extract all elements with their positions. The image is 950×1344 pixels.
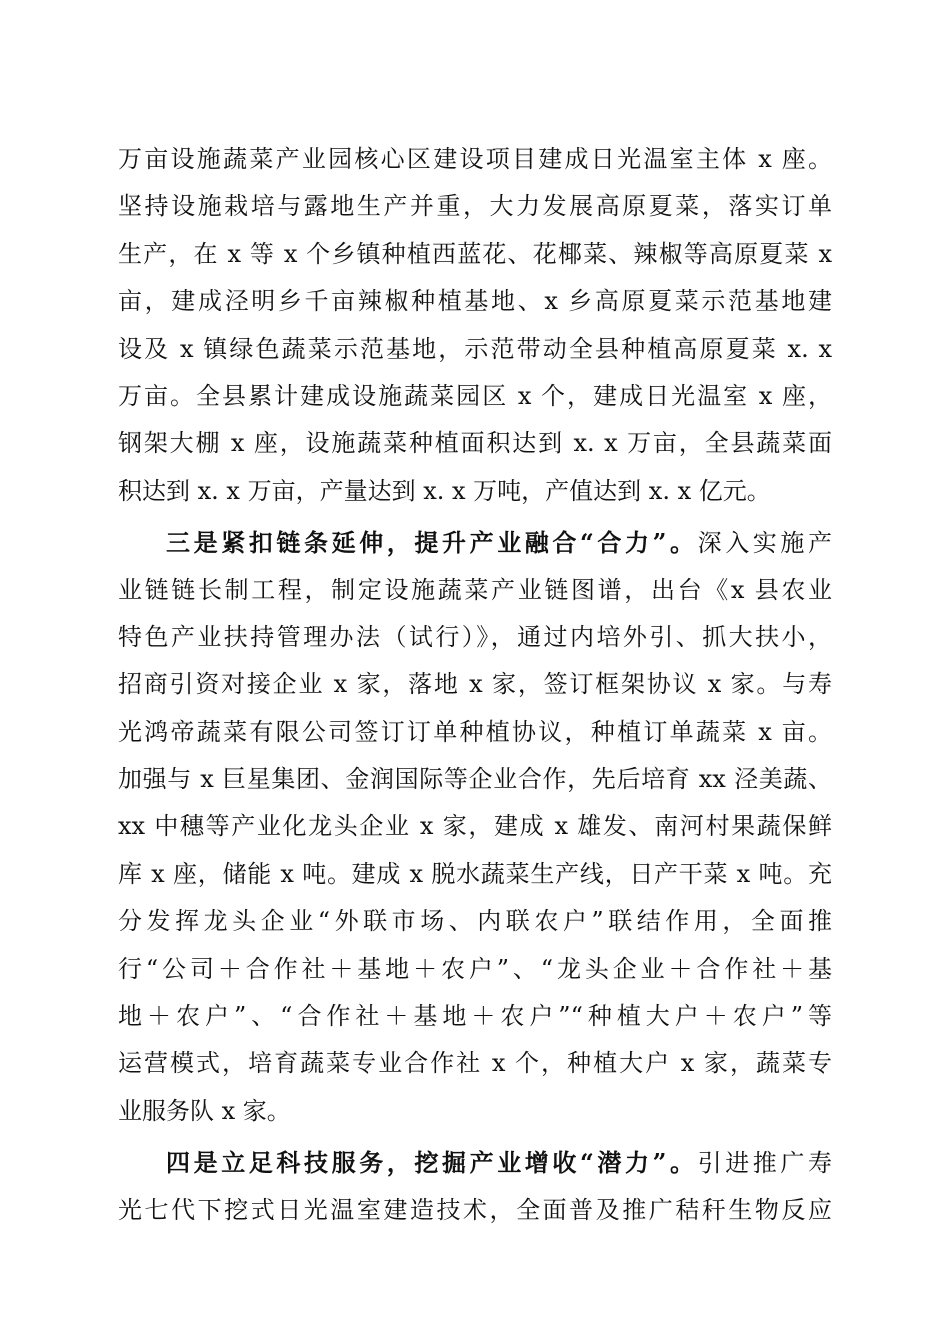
paragraph-industry-chain: [118, 519, 832, 1135]
text-line: 运营模式，培育蔬菜专业合作社 x 个，种植大户 x 家，蔬菜专: [118, 1049, 832, 1078]
text-line: 招商引资对接企业 x 家，落地 x 家，签订框架协议 x 家。与寿: [118, 670, 832, 699]
paragraph-lead-rest: 深入实施产: [697, 529, 832, 558]
text-line: 特色产业扶持管理办法（试行）》，通过内培外引、抓大扶小，: [118, 622, 832, 651]
text-line: 库 x 座，储能 x 吨。建成 x 脱水蔬菜生产线，日产干菜 x 吨。充: [118, 859, 832, 888]
text-line: 业服务队 x 家。: [118, 1096, 291, 1125]
text-line: 设及 x 镇绿色蔬菜示范基地，示范带动全县种植高原夏菜 x. x: [118, 334, 832, 363]
text-line: 地＋农户”、“合作社＋基地＋农户”“种植大户＋农户”等: [118, 1002, 832, 1031]
text-line: 万亩。全县累计建成设施蔬菜园区 x 个，建成日光温室 x 座，: [118, 381, 832, 410]
text-line: 钢架大棚 x 座，设施蔬菜种植面积达到 x. x 万亩，全县蔬菜面: [118, 429, 832, 458]
text-line: 光七代下挖式日光温室建造技术，全面普及推广秸秆生物反应: [118, 1195, 832, 1224]
text-line: 光鸿帝蔬菜有限公司签订订单种植协议，种植订单蔬菜 x 亩。: [118, 717, 832, 746]
text-line: 业链链长制工程，制定设施蔬菜产业链图谱，出台《x 县农业: [118, 575, 832, 604]
text-line: 分发挥龙头企业“外联市场、内联农户”联结作用，全面推: [118, 907, 832, 936]
paragraph-tech-service: [118, 1139, 832, 1234]
paragraph-lead-heading: 三是紧扣链条延伸，提升产业融合“合力”。: [166, 528, 698, 558]
text-line: xx 中穗等产业化龙头企业 x 家，建成 x 雄发、南河村果蔬保鲜: [118, 812, 832, 841]
document-body: [118, 136, 832, 1234]
text-line: 行“公司＋合作社＋基地＋农户”、“龙头企业＋合作社＋基: [118, 954, 832, 983]
paragraph-first-line: [118, 519, 832, 566]
text-line: 积达到 x. x 万亩，产量达到 x. x 万吨，产值达到 x. x 亿元。: [118, 476, 771, 505]
text-line: 坚持设施栽培与露地生产并重，大力发展高原夏菜，落实订单: [118, 192, 832, 221]
paragraph-lead-heading: 四是立足科技服务，挖掘产业增收“潜力”。: [166, 1148, 698, 1178]
text-line: 生产，在 x 等 x 个乡镇种植西蓝花、花椰菜、辣椒等高原夏菜 x: [118, 239, 832, 268]
paragraph-first-line: [118, 1139, 832, 1186]
text-line: 亩，建成泾明乡千亩辣椒种植基地、x 乡高原夏菜示范基地建: [118, 287, 832, 316]
text-line: 万亩设施蔬菜产业园核心区建设项目建成日光温室主体 x 座。: [118, 145, 832, 173]
paragraph-vegetable-base: [118, 136, 832, 515]
text-line: 加强与 x 巨星集团、金润国际等企业合作，先后培育 xx 泾美蔬、: [118, 765, 832, 794]
paragraph-lead-rest: 引进推广寿: [697, 1149, 832, 1178]
